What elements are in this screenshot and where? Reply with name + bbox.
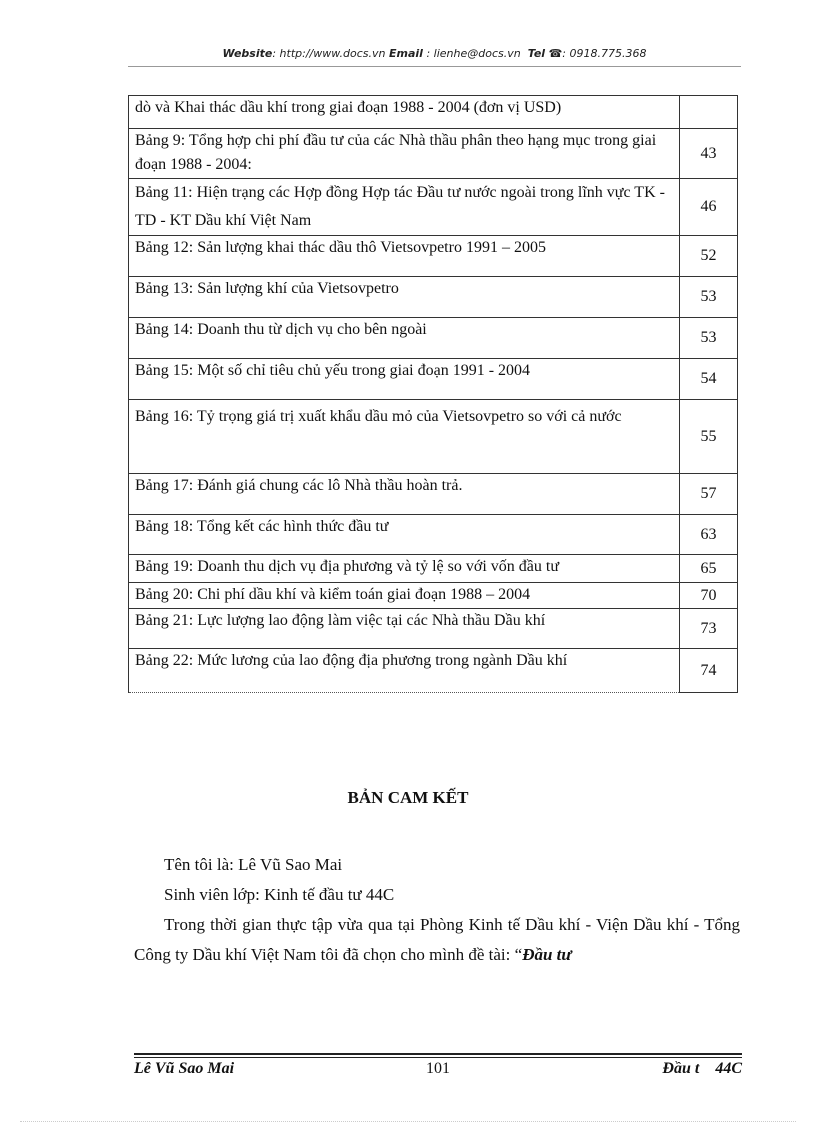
toc-title: Bảng 12: Sản lượng khai thác dầu thô Vietsovpetro 1991 – 2005 [129,236,680,277]
toc-page [680,96,738,129]
toc-row [129,609,738,649]
toc-title: Bảng 17: Đánh giá chung các lô Nhà thầu hoàn trả. [129,474,680,515]
footer-author: Lê Vũ Sao Mai [134,1060,235,1077]
toc-row [129,400,738,474]
toc-row [129,96,738,129]
intro-paragraph [134,910,740,970]
toc-page: 57 [680,474,738,515]
intro-text: Trong thời gian thực tập vừa qua tại Phòng Kinh tế Dầu khí - Viện Dầu khí - Tổng Công ty Dầu khí Việt Nam tôi đã chọn cho mình đề tài: “ [134,915,740,964]
toc-row [129,359,738,400]
toc-page: 70 [680,583,738,609]
toc-title: Bảng 19: Doanh thu dịch vụ địa phương và tỷ lệ so với vốn đầu tư [129,555,680,583]
toc-title: Bảng 14: Doanh thu từ dịch vụ cho bên ngoài [129,318,680,359]
topic-highlight: Đầu tư [522,945,572,964]
toc-row [129,515,738,555]
toc-row [129,318,738,359]
footer-divider-thin [134,1057,742,1058]
toc-title: Bảng 9: Tổng hợp chi phí đầu tư của các Nhà thầu phân theo hạng mục trong giai đoạn 1988 - 2004: [129,129,680,179]
page-edge [20,1121,796,1122]
page-footer [134,1060,742,1082]
toc-title: dò và Khai thác dầu khí trong giai đoạn 1988 - 2004 (đơn vị USD) [129,96,680,129]
toc-title: Bảng 16: Tỷ trọng giá trị xuất khẩu dầu mỏ của Vietsovpetro so với cả nước [129,400,680,474]
website-label: Website [222,47,273,60]
toc-title: Bảng 15: Một số chỉ tiêu chủ yếu trong giai đoạn 1991 - 2004 [129,359,680,400]
toc-page: 63 [680,515,738,555]
header-divider [128,66,741,67]
toc-page: 65 [680,555,738,583]
toc-row [129,236,738,277]
toc-page: 53 [680,277,738,318]
toc-page: 55 [680,400,738,474]
toc-title: Bảng 11: Hiện trạng các Hợp đồng Hợp tác Đầu tư nước ngoài trong lĩnh vực TK - TD - KT Dầu khí Việt Nam [129,179,680,236]
toc-row [129,649,738,693]
page-header [128,47,741,60]
toc-page: 53 [680,318,738,359]
toc-page: 43 [680,129,738,179]
table-of-contents [128,95,738,693]
email-label: Email [389,47,423,60]
toc-page: 46 [680,179,738,236]
section-title: BẢN CAM KẾT [347,788,469,807]
website-value: : http://www.docs.vn [272,47,386,60]
footer-divider [134,1053,742,1055]
toc-row [129,583,738,609]
toc-row [129,179,738,236]
toc-title: Bảng 21: Lực lượng lao động làm việc tại các Nhà thầu Dầu khí [129,609,680,649]
email-value: : lienhe@docs.vn [426,47,521,60]
page-number: 101 [426,1060,450,1077]
footer-course: Đầu t 44C [662,1060,742,1077]
class-line: Sinh viên lớp: Kinh tế đầu tư 44C [164,885,395,904]
toc-row [129,129,738,179]
tel-value: : 0918.775.368 [562,47,647,60]
toc-title: Bảng 22: Mức lương của lao động địa phương trong ngành Dầu khí [129,649,680,693]
toc-page: 73 [680,609,738,649]
toc-row [129,555,738,583]
toc-title: Bảng 13: Sản lượng khí của Vietsovpetro [129,277,680,318]
toc-row [129,277,738,318]
toc-page: 52 [680,236,738,277]
phone-icon: ☎ [548,47,563,60]
commitment-body [134,850,740,970]
toc-page: 74 [680,649,738,693]
toc-title: Bảng 20: Chi phí dầu khí và kiểm toán giai đoạn 1988 – 2004 [129,583,680,609]
toc-title: Bảng 18: Tổng kết các hình thức đầu tư [129,515,680,555]
toc-row [129,474,738,515]
name-line: Tên tôi là: Lê Vũ Sao Mai [164,855,343,874]
toc-page: 54 [680,359,738,400]
tel-label: Tel [527,47,546,60]
